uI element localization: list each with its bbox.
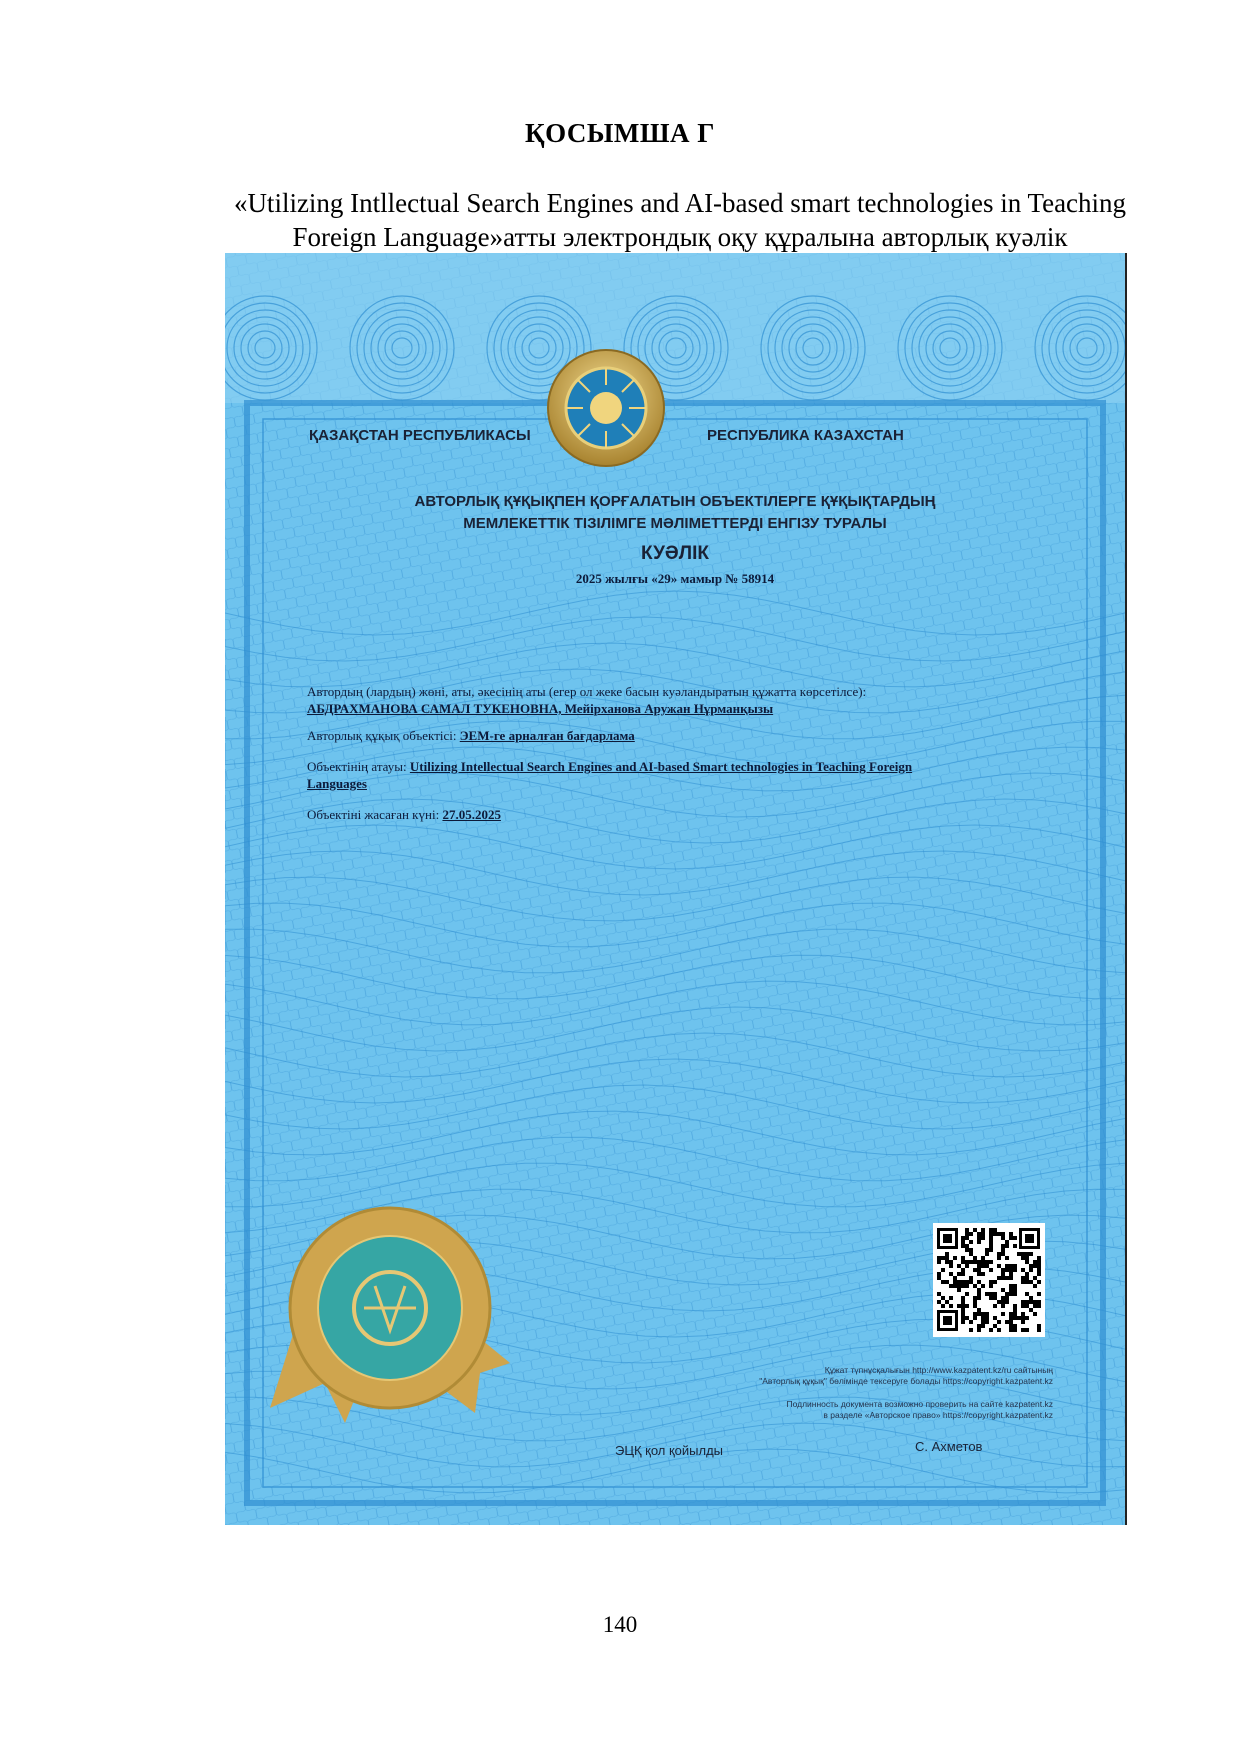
note-ru-line-1: Подлинность документа возможно проверить на сайте kazpatent.kz — [786, 1399, 1053, 1409]
certificate-date-number: 2025 жылғы «29» мамыр № 58914 — [575, 571, 775, 586]
appendix-heading: ҚОСЫМША Г — [525, 118, 715, 148]
caption-line-2: Foreign Language»атты электрондық оқу құралына авторлық куәлік — [292, 222, 1068, 252]
page-number: 140 — [602, 1612, 638, 1637]
country-name-kz: ҚАЗАҚСТАН РЕСПУБЛИКАСЫ — [309, 427, 531, 444]
object-name-label: Объектінің атауы: — [307, 759, 407, 774]
digital-signature-label: ЭЦҚ қол қойылды — [615, 1443, 724, 1458]
object-name-value-line-1: Utilizing Intellectual Search Engines and AI-based Smart technologies in Teaching Foreign — [409, 759, 913, 774]
created-date-value: 27.05.2025 — [442, 807, 501, 822]
verification-note-kz — [759, 1365, 1053, 1387]
authors-value: АБДРАХМАНОВА САМАЛ ТУКЕНОВНА, Мейірханова Аружан Нұрманқызы — [307, 701, 774, 716]
signatory-name: С. Ахметов — [915, 1439, 983, 1454]
certificate-title-line-1: АВТОРЛЫҚ ҚҰҚЫҚПЕН ҚОРҒАЛАТЫН ОБЪЕКТІЛЕРГЕ ҚҰҚЫҚТАРДЫҢ — [414, 493, 936, 510]
note-kz-line-1: Құжат түпнұсқалығын http://www.kazpatent.kz/ru сайтының — [824, 1365, 1053, 1375]
country-name-ru: РЕСПУБЛИКА КАЗАХСТАН — [707, 427, 904, 444]
authors-label: Автордың (лардың) жөні, аты, әкесінің аты (егер ол жеке басын куәландыратын құжатта көрсетілсе): — [307, 684, 867, 699]
created-date-label: Объектіні жасаған күні: — [307, 807, 440, 822]
certificate-title-line-2: МЕМЛЕКЕТТІК ТІЗІЛІМГЕ МӘЛІМЕТТЕРДІ ЕНГІЗУ ТУРАЛЫ — [463, 515, 887, 532]
certificate-title-main: КУӘЛІК — [641, 543, 709, 564]
qr-code-icon — [933, 1223, 1045, 1337]
institute-seal-icon — [265, 1198, 515, 1428]
national-emblem-icon — [543, 345, 669, 471]
caption-line-1: «Utilizing Intllectual Search Engines and AI-based smart technologies in Teaching — [233, 188, 1127, 218]
note-ru-line-2: в разделе «Авторское право» https://copyright.kazpatent.kz — [823, 1410, 1053, 1420]
verification-qr-code — [933, 1223, 1045, 1337]
object-type-label: Авторлық құқық объектісі: — [307, 728, 457, 743]
copyright-certificate-image — [225, 253, 1127, 1525]
certificate-fields — [307, 683, 1007, 837]
object-name-value-line-2: Languages — [307, 776, 367, 791]
object-type-value: ЭЕМ-ге арналған бағдарлама — [459, 728, 635, 743]
figure-caption — [180, 186, 1180, 254]
verification-note-ru — [786, 1399, 1053, 1421]
note-kz-line-2: "Авторлық құқық" бөлімінде тексеруге болады https://copyright.kazpatent.kz — [759, 1376, 1053, 1386]
